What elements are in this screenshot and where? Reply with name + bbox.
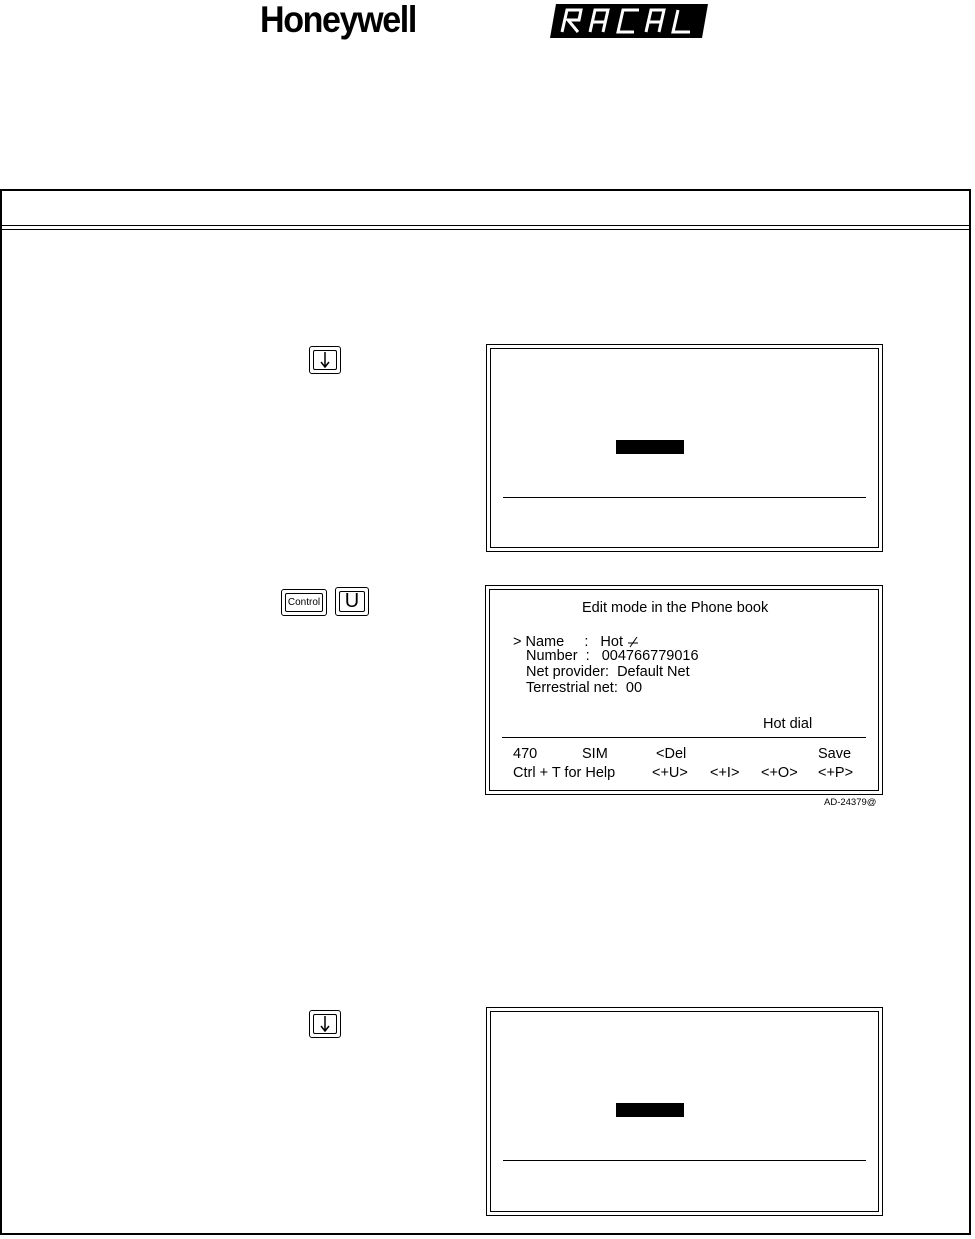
down-arrow-key[interactable]: [309, 346, 341, 374]
down-arrow-icon: [319, 351, 331, 369]
help-hint: Ctrl + T for Help: [513, 765, 616, 781]
u-key[interactable]: [335, 587, 369, 616]
screen-separator: [503, 497, 866, 498]
cursor-bar: [616, 440, 684, 454]
softkey-i: <+I>: [710, 765, 740, 781]
softkey-u: <+U>: [652, 765, 688, 781]
hot-dial-label: Hot dial: [763, 716, 813, 732]
number-field: Number : 004766779016: [526, 648, 699, 664]
racal-logo: [548, 2, 710, 40]
name-field: > Name : Hot: [513, 632, 639, 650]
control-key[interactable]: [281, 589, 327, 616]
cursor-bar: [616, 1103, 684, 1117]
display-screen-1: [486, 344, 883, 552]
softkey-del: <Del: [656, 746, 687, 762]
softkey-p: <+P>: [818, 765, 854, 781]
display-screen-3: [486, 1007, 883, 1216]
screen-title: Edit mode in the Phone book: [582, 600, 769, 616]
softkey-save: Save: [818, 746, 852, 762]
softkey-sim: SIM: [582, 746, 608, 762]
u-key-label: U: [344, 590, 360, 612]
figure-reference: AD-24379@: [824, 797, 877, 808]
screen-separator: [503, 1160, 866, 1161]
softkey-470: 470: [513, 746, 538, 762]
softkey-o: <+O>: [761, 765, 798, 781]
terrestrial-net-field: Terrestrial net: 00: [526, 680, 643, 696]
frame-header-divider-inner: [2, 229, 969, 230]
screen-separator: [502, 737, 866, 738]
down-arrow-key-2[interactable]: [309, 1010, 341, 1038]
control-key-label: Control: [287, 597, 321, 608]
net-provider-field: Net provider: Default Net: [526, 664, 690, 680]
frame-header-divider: [2, 225, 969, 226]
down-arrow-icon: [319, 1015, 331, 1033]
display-screen-phonebook: [485, 585, 883, 795]
honeywell-logo: Honeywell: [260, 0, 416, 40]
